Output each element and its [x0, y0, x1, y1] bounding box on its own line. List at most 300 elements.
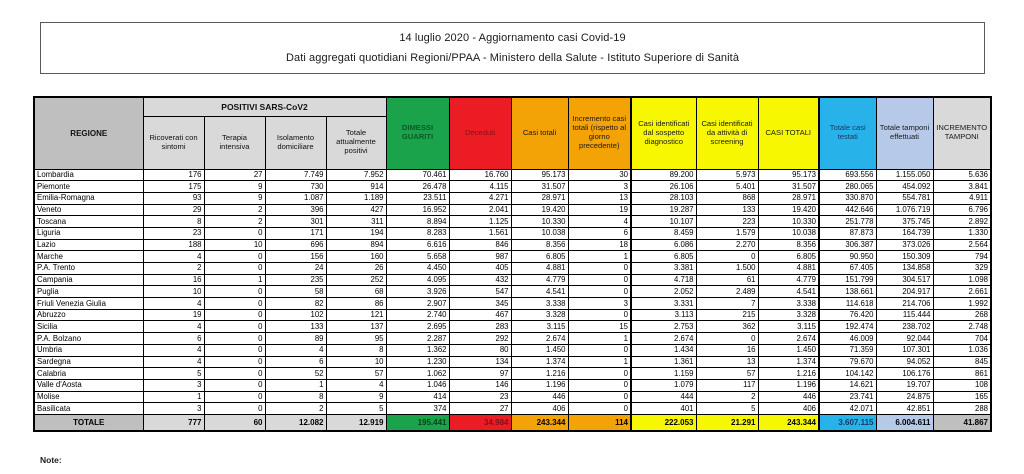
value-cell: 134.858 — [876, 263, 933, 275]
value-cell: 192.474 — [819, 321, 876, 333]
header-positivi-group: POSITIVI SARS-CoV2 — [143, 97, 386, 116]
value-cell: 1.159 — [631, 368, 696, 380]
value-cell: 1.076.719 — [876, 204, 933, 216]
value-cell: 4.779 — [758, 274, 819, 286]
table-body — [34, 169, 991, 431]
value-cell: 19.420 — [758, 204, 819, 216]
value-cell: 28.971 — [511, 192, 568, 204]
region-cell: Calabria — [34, 368, 143, 380]
value-cell: 1.361 — [631, 356, 696, 368]
value-cell: 10 — [326, 356, 386, 368]
value-cell: 70.461 — [386, 169, 449, 181]
value-cell: 4.718 — [631, 274, 696, 286]
value-cell: 3.841 — [933, 181, 991, 193]
value-cell: 3.381 — [631, 263, 696, 275]
value-cell: 0 — [204, 344, 265, 356]
region-cell: Veneto — [34, 204, 143, 216]
value-cell: 23 — [143, 227, 204, 239]
value-cell: 80 — [449, 344, 511, 356]
value-cell: 10 — [143, 286, 204, 298]
value-cell: 2.270 — [696, 239, 758, 251]
value-cell: 406 — [758, 403, 819, 415]
value-cell: 188 — [143, 239, 204, 251]
value-cell: 442.646 — [819, 204, 876, 216]
value-cell: 730 — [265, 181, 326, 193]
value-cell: 5 — [143, 368, 204, 380]
value-cell: 16.760 — [449, 169, 511, 181]
value-cell: 330.870 — [819, 192, 876, 204]
value-cell: 76.420 — [819, 309, 876, 321]
region-cell: Lombardia — [34, 169, 143, 181]
value-cell: 10.330 — [511, 216, 568, 228]
value-cell: 0 — [204, 251, 265, 263]
value-cell: 15 — [568, 321, 631, 333]
value-cell: 4 — [143, 298, 204, 310]
value-cell: 0 — [568, 391, 631, 403]
value-cell: 292 — [449, 333, 511, 345]
value-cell: 1 — [568, 333, 631, 345]
value-cell: 14.621 — [819, 379, 876, 391]
value-cell: 2 — [265, 403, 326, 415]
table-row — [34, 379, 991, 391]
value-cell: 846 — [449, 239, 511, 251]
value-cell: 16 — [696, 344, 758, 356]
value-cell: 89.200 — [631, 169, 696, 181]
value-cell: 1 — [568, 356, 631, 368]
value-cell: 7.952 — [326, 169, 386, 181]
value-cell: 4 — [265, 344, 326, 356]
value-cell: 13 — [568, 192, 631, 204]
value-cell: 1.087 — [265, 192, 326, 204]
value-cell: 10.107 — [631, 216, 696, 228]
value-cell: 2.661 — [933, 286, 991, 298]
header-incremento-casi: Incremento casi totali (rispetto al giorno precedente) — [568, 97, 631, 169]
value-cell: 1.579 — [696, 227, 758, 239]
value-cell: 6.616 — [386, 239, 449, 251]
value-cell: 0 — [568, 309, 631, 321]
region-cell: Toscana — [34, 216, 143, 228]
table-row — [34, 321, 991, 333]
value-cell: 5 — [696, 403, 758, 415]
region-cell: Sardegna — [34, 356, 143, 368]
total-value-cell: 3.607.115 — [819, 414, 876, 431]
table-row — [34, 274, 991, 286]
value-cell: 1.561 — [449, 227, 511, 239]
value-cell: 406 — [511, 403, 568, 415]
value-cell: 10.330 — [758, 216, 819, 228]
value-cell: 301 — [265, 216, 326, 228]
value-cell: 4.115 — [449, 181, 511, 193]
value-cell: 26.478 — [386, 181, 449, 193]
value-cell: 6.796 — [933, 204, 991, 216]
value-cell: 106.176 — [876, 368, 933, 380]
value-cell: 2.748 — [933, 321, 991, 333]
value-cell: 4 — [568, 216, 631, 228]
value-cell: 345 — [449, 298, 511, 310]
value-cell: 4 — [326, 379, 386, 391]
value-cell: 1.500 — [696, 263, 758, 275]
value-cell: 704 — [933, 333, 991, 345]
value-cell: 0 — [204, 309, 265, 321]
value-cell: 3.113 — [631, 309, 696, 321]
value-cell: 31.507 — [511, 181, 568, 193]
table-row — [34, 216, 991, 228]
value-cell: 3.328 — [758, 309, 819, 321]
value-cell: 1.450 — [511, 344, 568, 356]
value-cell: 868 — [696, 192, 758, 204]
header-ricoverati: Ricoverati con sintomi — [143, 116, 204, 169]
value-cell: 67.405 — [819, 263, 876, 275]
value-cell: 107.301 — [876, 344, 933, 356]
value-cell: 31.507 — [758, 181, 819, 193]
total-value-cell: 777 — [143, 414, 204, 431]
region-cell: Liguria — [34, 227, 143, 239]
value-cell: 3.115 — [511, 321, 568, 333]
value-cell: 6.805 — [758, 251, 819, 263]
value-cell: 0 — [568, 379, 631, 391]
value-cell: 8.283 — [386, 227, 449, 239]
total-value-cell: 12.919 — [326, 414, 386, 431]
region-cell: Valle d'Aosta — [34, 379, 143, 391]
value-cell: 2 — [204, 204, 265, 216]
header-totale-tamponi: Totale tamponi effettuati — [876, 97, 933, 169]
value-cell: 401 — [631, 403, 696, 415]
total-value-cell: 243.344 — [758, 414, 819, 431]
value-cell: 8.356 — [758, 239, 819, 251]
value-cell: 121 — [326, 309, 386, 321]
value-cell: 0 — [568, 403, 631, 415]
value-cell: 1.374 — [758, 356, 819, 368]
value-cell: 6.805 — [631, 251, 696, 263]
value-cell: 8.356 — [511, 239, 568, 251]
value-cell: 7.749 — [265, 169, 326, 181]
table-row — [34, 344, 991, 356]
value-cell: 467 — [449, 309, 511, 321]
value-cell: 3.331 — [631, 298, 696, 310]
value-cell: 19.707 — [876, 379, 933, 391]
value-cell: 79.670 — [819, 356, 876, 368]
value-cell: 160 — [326, 251, 386, 263]
value-cell: 175 — [143, 181, 204, 193]
value-cell: 3 — [143, 403, 204, 415]
value-cell: 5 — [326, 403, 386, 415]
value-cell: 3.338 — [511, 298, 568, 310]
value-cell: 215 — [696, 309, 758, 321]
value-cell: 61 — [696, 274, 758, 286]
value-cell: 0 — [204, 391, 265, 403]
value-cell: 283 — [449, 321, 511, 333]
region-cell: Abruzzo — [34, 309, 143, 321]
value-cell: 861 — [933, 368, 991, 380]
header-totale-casi-testati: Totale casi testati — [819, 97, 876, 169]
value-cell: 2.674 — [631, 333, 696, 345]
value-cell: 204.917 — [876, 286, 933, 298]
region-cell: Sicilia — [34, 321, 143, 333]
value-cell: 10.038 — [511, 227, 568, 239]
value-cell: 133 — [265, 321, 326, 333]
value-cell: 914 — [326, 181, 386, 193]
value-cell: 57 — [326, 368, 386, 380]
value-cell: 396 — [265, 204, 326, 216]
value-cell: 8 — [326, 344, 386, 356]
value-cell: 4 — [143, 321, 204, 333]
value-cell: 4.095 — [386, 274, 449, 286]
header-terapia-intensiva: Terapia intensiva — [204, 116, 265, 169]
value-cell: 223 — [696, 216, 758, 228]
value-cell: 133 — [696, 204, 758, 216]
value-cell: 1.036 — [933, 344, 991, 356]
header-dimessi-guariti: DIMESSI GUARITI — [386, 97, 449, 169]
value-cell: 987 — [449, 251, 511, 263]
total-value-cell: 243.344 — [511, 414, 568, 431]
value-cell: 251.778 — [819, 216, 876, 228]
value-cell: 87.873 — [819, 227, 876, 239]
value-cell: 4.271 — [449, 192, 511, 204]
header-regione: REGIONE — [34, 97, 143, 169]
region-cell: Puglia — [34, 286, 143, 298]
value-cell: 30 — [568, 169, 631, 181]
value-cell: 10.038 — [758, 227, 819, 239]
table-row — [34, 333, 991, 345]
value-cell: 1.196 — [511, 379, 568, 391]
table-row — [34, 192, 991, 204]
value-cell: 1 — [204, 274, 265, 286]
value-cell: 95.173 — [511, 169, 568, 181]
value-cell: 4.911 — [933, 192, 991, 204]
value-cell: 0 — [204, 263, 265, 275]
value-cell: 1.079 — [631, 379, 696, 391]
total-value-cell: 21.291 — [696, 414, 758, 431]
covid-data-table — [33, 96, 992, 432]
value-cell: 18 — [568, 239, 631, 251]
value-cell: 3.926 — [386, 286, 449, 298]
value-cell: 0 — [568, 344, 631, 356]
value-cell: 1.434 — [631, 344, 696, 356]
value-cell: 26.106 — [631, 181, 696, 193]
value-cell: 1.062 — [386, 368, 449, 380]
value-cell: 95.173 — [758, 169, 819, 181]
value-cell: 6 — [265, 356, 326, 368]
value-cell: 0 — [204, 356, 265, 368]
value-cell: 4.541 — [511, 286, 568, 298]
value-cell: 0 — [204, 286, 265, 298]
value-cell: 554.781 — [876, 192, 933, 204]
value-cell: 432 — [449, 274, 511, 286]
region-cell: Lazio — [34, 239, 143, 251]
value-cell: 0 — [204, 321, 265, 333]
value-cell: 93 — [143, 192, 204, 204]
table-row — [34, 298, 991, 310]
value-cell: 2 — [696, 391, 758, 403]
header-casi-totali-caps: CASI TOTALI — [758, 97, 819, 169]
value-cell: 1.098 — [933, 274, 991, 286]
value-cell: 1.189 — [326, 192, 386, 204]
total-value-cell: 34.984 — [449, 414, 511, 431]
value-cell: 8 — [143, 216, 204, 228]
value-cell: 0 — [568, 286, 631, 298]
value-cell: 42.071 — [819, 403, 876, 415]
table-row — [34, 263, 991, 275]
value-cell: 1.046 — [386, 379, 449, 391]
value-cell: 28.103 — [631, 192, 696, 204]
value-cell: 1.450 — [758, 344, 819, 356]
value-cell: 4.541 — [758, 286, 819, 298]
table-row — [34, 356, 991, 368]
value-cell: 0 — [568, 263, 631, 275]
value-cell: 5.973 — [696, 169, 758, 181]
value-cell: 138.661 — [819, 286, 876, 298]
value-cell: 137 — [326, 321, 386, 333]
value-cell: 2.740 — [386, 309, 449, 321]
value-cell: 2 — [204, 216, 265, 228]
value-cell: 252 — [326, 274, 386, 286]
value-cell: 4.881 — [758, 263, 819, 275]
value-cell: 86 — [326, 298, 386, 310]
value-cell: 115.444 — [876, 309, 933, 321]
value-cell: 3.115 — [758, 321, 819, 333]
value-cell: 151.799 — [819, 274, 876, 286]
value-cell: 4.779 — [511, 274, 568, 286]
value-cell: 2.674 — [758, 333, 819, 345]
value-cell: 6.805 — [511, 251, 568, 263]
value-cell: 4.450 — [386, 263, 449, 275]
value-cell: 288 — [933, 403, 991, 415]
value-cell: 165 — [933, 391, 991, 403]
value-cell: 150.309 — [876, 251, 933, 263]
value-cell: 306.387 — [819, 239, 876, 251]
header-isolamento: Isolamento domiciliare — [265, 116, 326, 169]
value-cell: 102 — [265, 309, 326, 321]
title-line-1: 14 luglio 2020 - Aggiornamento casi Covid-19 — [399, 31, 626, 44]
value-cell: 6 — [143, 333, 204, 345]
header-totale-positivi: Totale attualmente positivi — [326, 116, 386, 169]
table-row — [34, 204, 991, 216]
value-cell: 146 — [449, 379, 511, 391]
value-cell: 114.618 — [819, 298, 876, 310]
value-cell: 1 — [568, 251, 631, 263]
value-cell: 7 — [696, 298, 758, 310]
value-cell: 24.875 — [876, 391, 933, 403]
value-cell: 26 — [326, 263, 386, 275]
value-cell: 9 — [204, 192, 265, 204]
value-cell: 2.041 — [449, 204, 511, 216]
region-cell: Umbria — [34, 344, 143, 356]
table-row — [34, 227, 991, 239]
value-cell: 134 — [449, 356, 511, 368]
value-cell: 235 — [265, 274, 326, 286]
value-cell: 547 — [449, 286, 511, 298]
value-cell: 108 — [933, 379, 991, 391]
value-cell: 19.287 — [631, 204, 696, 216]
region-cell: Marche — [34, 251, 143, 263]
value-cell: 52 — [265, 368, 326, 380]
total-value-cell: 60 — [204, 414, 265, 431]
value-cell: 1 — [265, 379, 326, 391]
value-cell: 117 — [696, 379, 758, 391]
value-cell: 0 — [204, 227, 265, 239]
note-label: Note: — [40, 455, 62, 465]
value-cell: 58 — [265, 286, 326, 298]
value-cell: 94.052 — [876, 356, 933, 368]
value-cell: 1.330 — [933, 227, 991, 239]
value-cell: 3 — [568, 298, 631, 310]
value-cell: 1.362 — [386, 344, 449, 356]
table-row — [34, 309, 991, 321]
value-cell: 2.753 — [631, 321, 696, 333]
table-row — [34, 169, 991, 181]
value-cell: 1.230 — [386, 356, 449, 368]
header-incremento-tamponi: INCREMENTO TAMPONI — [933, 97, 991, 169]
value-cell: 8.459 — [631, 227, 696, 239]
header-screening: Casi identificati da attività di screening — [696, 97, 758, 169]
value-cell: 5.636 — [933, 169, 991, 181]
value-cell: 194 — [326, 227, 386, 239]
total-row — [34, 414, 991, 431]
value-cell: 5.658 — [386, 251, 449, 263]
value-cell: 0 — [204, 379, 265, 391]
value-cell: 2.052 — [631, 286, 696, 298]
value-cell: 696 — [265, 239, 326, 251]
total-value-cell: 12.082 — [265, 414, 326, 431]
region-cell: Basilicata — [34, 403, 143, 415]
value-cell: 268 — [933, 309, 991, 321]
value-cell: 8.894 — [386, 216, 449, 228]
value-cell: 2.907 — [386, 298, 449, 310]
table-row — [34, 403, 991, 415]
value-cell: 27 — [449, 403, 511, 415]
value-cell: 1.125 — [449, 216, 511, 228]
value-cell: 374 — [386, 403, 449, 415]
value-cell: 71.359 — [819, 344, 876, 356]
value-cell: 164.739 — [876, 227, 933, 239]
value-cell: 3.328 — [511, 309, 568, 321]
value-cell: 362 — [696, 321, 758, 333]
value-cell: 10 — [204, 239, 265, 251]
header-deceduti: Deceduti — [449, 97, 511, 169]
value-cell: 444 — [631, 391, 696, 403]
value-cell: 4.881 — [511, 263, 568, 275]
value-cell: 28.971 — [758, 192, 819, 204]
value-cell: 23.741 — [819, 391, 876, 403]
value-cell: 0 — [204, 298, 265, 310]
value-cell: 2 — [143, 263, 204, 275]
region-cell: Piemonte — [34, 181, 143, 193]
total-value-cell: 41.867 — [933, 414, 991, 431]
value-cell: 238.702 — [876, 321, 933, 333]
value-cell: 13 — [696, 356, 758, 368]
value-cell: 1.196 — [758, 379, 819, 391]
value-cell: 156 — [265, 251, 326, 263]
value-cell: 19 — [143, 309, 204, 321]
value-cell: 171 — [265, 227, 326, 239]
value-cell: 0 — [204, 403, 265, 415]
value-cell: 454.092 — [876, 181, 933, 193]
table-row — [34, 391, 991, 403]
value-cell: 446 — [758, 391, 819, 403]
value-cell: 0 — [568, 368, 631, 380]
value-cell: 2.489 — [696, 286, 758, 298]
value-cell: 95 — [326, 333, 386, 345]
value-cell: 89 — [265, 333, 326, 345]
value-cell: 0 — [204, 333, 265, 345]
value-cell: 19.420 — [511, 204, 568, 216]
region-cell: Friuli Venezia Giulia — [34, 298, 143, 310]
value-cell: 29 — [143, 204, 204, 216]
value-cell: 304.517 — [876, 274, 933, 286]
total-label-cell: TOTALE — [34, 414, 143, 431]
value-cell: 2.695 — [386, 321, 449, 333]
value-cell: 0 — [204, 368, 265, 380]
